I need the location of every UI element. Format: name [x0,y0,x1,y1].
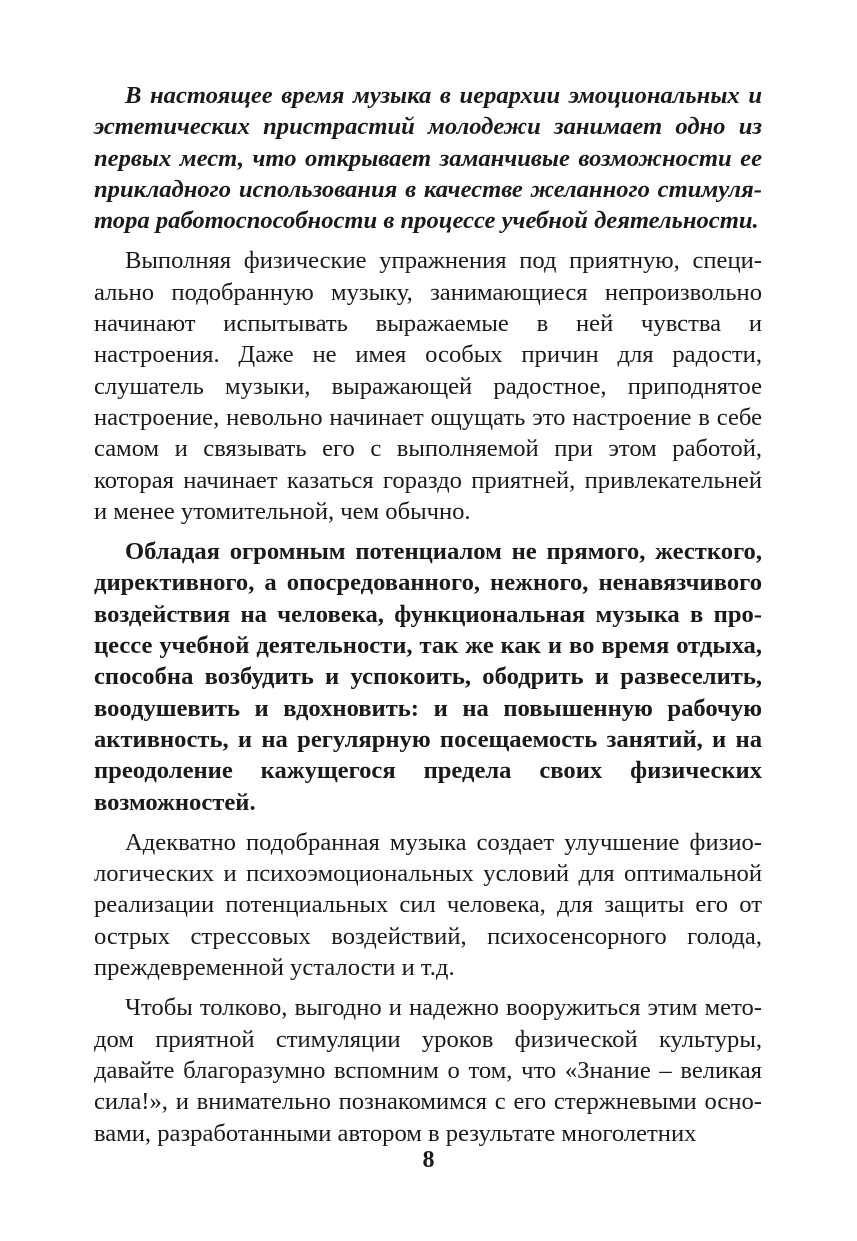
paragraph-knowledge-is-power: Чтобы толково, выгодно и надежно вооружиться этим методом приятной стимуляции уроков физической культуры, давайте благоразумно вспомним о том, что «Знание – великая сила!», и внимательно познакомимся с его стержневыми основами, разработанными автором в результате многолетних [94,994,762,1147]
page-body [94,80,762,1158]
paragraph-functional-music-potential: Обладая огромным потенциалом не прямого, жесткого, директивного, а опосредованного, нежного, ненавязчивого воздействия на человека, функциональная музыка в процессе учебной деятельности, так же как и во время отдыха, способна возбудить и успокоить, ободрить и развеселить, воодушевить и вдохновить: и на повышенную рабочую активность, и на регулярную посещаемость занятий, и на преодоление кажущегося предела своих физических возможностей. [94,538,762,816]
paragraph-exercises-with-music: Выполняя физические упражнения под приятную, специально подобранную музыку, занимающиеся непроизвольно начинают испытывать выражаемые в ней чувства и настроения. Даже не имея особых причин для радости, слушатель музыки, выражающей радостное, приподнятое настроение, невольно начинает ощущать это настроение в себе самом и связывать его с выполняемой при этом работой, которая начинает казаться гораздо приятней, привлекательней и менее утомительной, чем обычно. [94,247,762,525]
paragraph-adequate-music: Адекватно подобранная музыка создает улучшение физиологических и психоэмоциональных условий для оптимальной реализации потенциальных сил человека, для защиты его от острых стрессовых воздействий, психосенсорного голода, преждевременной усталости и т.д. [94,828,762,982]
paragraph-music-hierarchy: В настоящее время музыка в иерархии эмоциональных и эстетических пристрастий молодежи занимает одно из первых мест, что открывает заманчивые возможности ее прикладного использования в качестве желанного стимулятора работоспособности в процессе учебной деятельности. [94,82,762,235]
page-number: 8 [422,1147,435,1173]
